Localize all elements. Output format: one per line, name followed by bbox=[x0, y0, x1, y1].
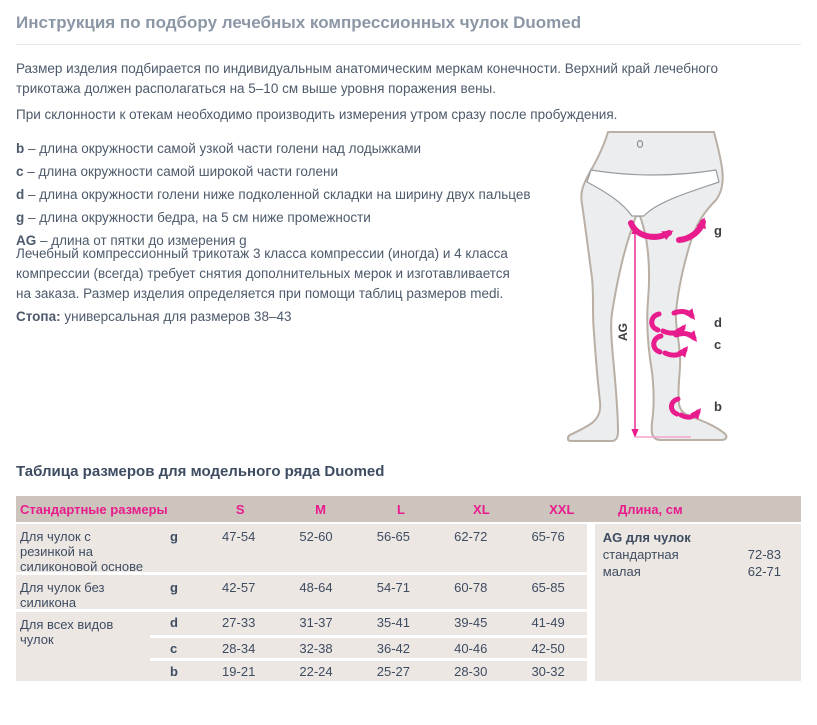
foot-label: Стопа: bbox=[16, 309, 61, 324]
length-value: 72-83 bbox=[747, 547, 781, 562]
foot-size-note bbox=[16, 307, 521, 327]
measurement-key: b bbox=[16, 141, 25, 156]
intro-paragraph-1: Размер изделия подбирается по индивидуальным анатомическим меркам конечности. Верхний край лечебного трикотажа должен располагаться на 5–10 см выше уровня поражения вены. bbox=[16, 61, 719, 96]
label-b: b bbox=[714, 399, 722, 414]
row-letter: g bbox=[150, 524, 200, 572]
measurement-item-c bbox=[16, 160, 536, 183]
measurement-key: c bbox=[16, 164, 24, 179]
header-size-l: L bbox=[397, 501, 405, 517]
ag-label: AG bbox=[616, 323, 630, 341]
row-letter: d bbox=[150, 612, 200, 635]
size-table-main bbox=[16, 524, 587, 681]
size-cell: 19-21 bbox=[200, 661, 277, 681]
measurement-text: – длина от пятки до измерения g bbox=[40, 233, 247, 248]
measurement-item-d bbox=[16, 183, 536, 206]
size-cell: 52-60 bbox=[277, 524, 354, 572]
measurement-key: g bbox=[16, 210, 25, 225]
size-table-heading: Таблица размеров для модельного ряда Duomed bbox=[16, 463, 385, 480]
row-letter: c bbox=[150, 638, 200, 658]
custom-order-paragraph: Лечебный компрессионный трикотаж 3 класса компрессии (иногда) и 4 класса компрессии (всегда) требует снятия дополнительных мерок и изготавливается на заказа. Размер изделия определяется при помощи таблиц размеров medi. bbox=[16, 246, 510, 301]
page-title: Инструкция по подбору лечебных компрессионных чулок Duomed bbox=[16, 13, 582, 32]
length-label: малая bbox=[602, 564, 641, 579]
measurement-text: – длина окружности бедра, на 5 см ниже промежности bbox=[28, 210, 371, 225]
size-cell: 39-45 bbox=[432, 612, 509, 635]
measurement-list bbox=[16, 137, 536, 252]
row-category: Для чулок с резинкой на силиконовой основе bbox=[16, 524, 150, 572]
measurement-text: – длина окружности самой широкой части голени bbox=[27, 164, 339, 179]
legs-figure-svg bbox=[528, 128, 768, 448]
size-cell: 32-38 bbox=[277, 638, 354, 658]
legs-measurement-illustration bbox=[528, 128, 768, 448]
size-cell: 65-85 bbox=[509, 575, 586, 609]
size-table-body bbox=[16, 524, 801, 681]
size-cell: 60-78 bbox=[432, 575, 509, 609]
header-size-xxl: XXL bbox=[549, 501, 575, 517]
label-d: d bbox=[714, 315, 722, 330]
size-cell: 28-30 bbox=[432, 661, 509, 681]
size-cell: 28-34 bbox=[200, 638, 277, 658]
size-cell: 25-27 bbox=[355, 661, 432, 681]
size-cell: 36-42 bbox=[355, 638, 432, 658]
size-table bbox=[16, 496, 801, 681]
title-divider bbox=[16, 44, 801, 45]
label-g: g bbox=[714, 223, 722, 238]
size-cell: 27-33 bbox=[200, 612, 277, 635]
size-cell: 31-37 bbox=[277, 612, 354, 635]
size-cell: 48-64 bbox=[277, 575, 354, 609]
header-size-s: S bbox=[235, 501, 245, 517]
length-title: AG для чулок bbox=[602, 530, 691, 545]
size-cell: 56-65 bbox=[355, 524, 432, 572]
length-column-cell bbox=[595, 524, 801, 681]
size-cell: 40-46 bbox=[432, 638, 509, 658]
size-cell: 35-41 bbox=[355, 612, 432, 635]
row-letter: b bbox=[150, 661, 200, 681]
measurement-key: d bbox=[16, 187, 25, 202]
measurement-item-b bbox=[16, 137, 536, 160]
size-table-header bbox=[16, 496, 801, 522]
measurement-text: – длина окружности голени ниже подколенной складки на ширину двух пальцев bbox=[28, 187, 531, 202]
size-cell: 42-57 bbox=[200, 575, 277, 609]
row-letter: g bbox=[150, 575, 200, 609]
row-category: Для всех видов чулок bbox=[16, 612, 150, 681]
header-size-m: M bbox=[315, 501, 326, 517]
measurement-item-g bbox=[16, 206, 536, 229]
length-row-small bbox=[603, 563, 781, 580]
length-value: 62-71 bbox=[747, 564, 781, 579]
header-standard-sizes: Стандартные размеры bbox=[20, 501, 168, 517]
size-cell: 42-50 bbox=[509, 638, 586, 658]
measurement-key: AG bbox=[16, 233, 37, 248]
header-size-xl: XL bbox=[473, 501, 490, 517]
row-category: Для чулок без силикона bbox=[16, 575, 150, 609]
measurement-text: – длина окружности самой узкой части голени над лодыжками bbox=[28, 141, 422, 156]
header-length: Длина, см bbox=[617, 501, 683, 517]
intro-paragraph-2: При склонности к отекам необходимо производить измерения утром сразу после пробуждения. bbox=[16, 107, 618, 122]
size-cell: 41-49 bbox=[509, 612, 586, 635]
size-cell: 22-24 bbox=[277, 661, 354, 681]
foot-text: универсальная для размеров 38–43 bbox=[64, 309, 292, 324]
size-cell: 62-72 bbox=[432, 524, 509, 572]
length-row-standard bbox=[603, 546, 781, 563]
size-cell: 30-32 bbox=[509, 661, 586, 681]
size-cell: 65-76 bbox=[509, 524, 586, 572]
size-cell: 54-71 bbox=[355, 575, 432, 609]
size-cell: 47-54 bbox=[200, 524, 277, 572]
length-label: стандартная bbox=[602, 547, 679, 562]
label-c: c bbox=[714, 337, 722, 352]
